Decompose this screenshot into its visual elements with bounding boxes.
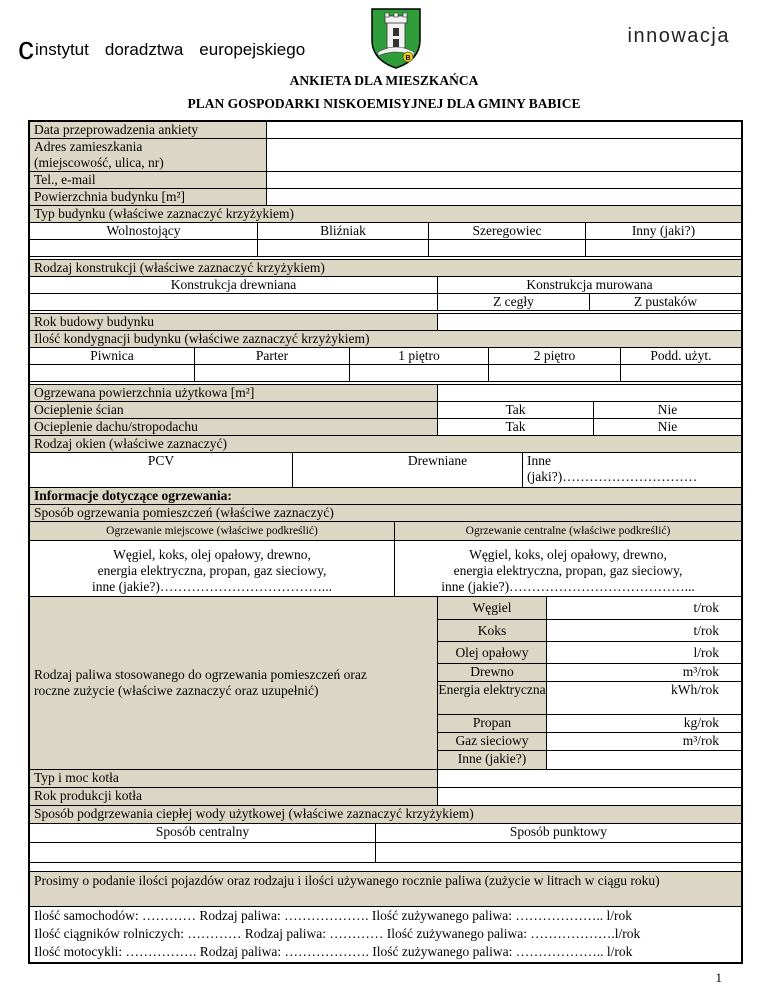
date-field[interactable] [266,121,742,139]
heating-local-label: Ogrzewanie miejscowe (właściwe podkreślić) [29,521,395,541]
heating-central-label: Ogrzewanie centralne (właściwe podkreślić) [394,521,742,541]
survey-subtitle: PLAN GOSPODARKI NISKOEMISYJNEJ DLA GMINY BABICE [187,96,581,111]
logo-ide [18,26,321,66]
storey-basement: Piwnica [29,347,195,365]
building-type-label: Typ budynku (właściwe zaznaczyć krzyżykiem) [29,205,742,223]
storeys-label: Ilość kondygnacji budynku (właściwe zaznaczyć krzyżykiem) [29,330,742,348]
logo-word-1: instytut [35,40,89,59]
area-field[interactable] [266,188,742,206]
building-type-detached-box[interactable] [29,239,258,257]
storey-attic: Podd. użyt. [620,347,742,365]
address-label [29,138,267,172]
heating-local-fuels[interactable] [29,540,395,597]
building-type-semi-box[interactable] [257,239,429,257]
fuel-amount-field[interactable]: t/rok [546,619,742,642]
windows-other[interactable] [522,452,742,488]
windows-other-line1: Inne [527,453,551,468]
heating-section-title: Informacje dotyczące ogrzewania: [29,487,742,505]
vehicles-motorcycles-line[interactable]: Ilość motocykli: ……………. Rodzaj paliwa: ………………. Ilość zużywanego paliwa: ……………….. l/rok [34,944,633,959]
hot-water-point-box[interactable] [375,842,742,863]
wall-insulation-yes[interactable]: Tak [437,401,594,419]
construction-masonry: Konstrukcja murowana [437,276,742,294]
construction-blocks: Z pustaków [589,293,742,311]
fuel-amount-field[interactable]: m³/rok [546,663,742,682]
build-year-label: Rok budowy budynku [29,313,438,331]
fuel-name: Koks [437,619,547,642]
address-field[interactable] [266,138,742,172]
windows-pcv[interactable]: PCV [29,452,293,488]
wall-insulation-label: Ocieplenie ścian [29,401,438,419]
vehicles-intro: Prosimy o podanie ilości pojazdów oraz rodzaju i ilości używanego rocznie paliwa (zużycie w litrach w ciągu roku) [29,871,742,907]
hot-water-central: Sposób centralny [29,823,376,843]
page-number: 1 [715,970,722,985]
vehicles-cars-line[interactable]: Ilość samochodów: ………… Rodzaj paliwa: ………………. Ilość zużywanego paliwa: ……………….. l/rok [34,908,633,923]
fuel-name: Propan [437,714,547,733]
area-label: Powierzchnia budynku [m²] [29,188,267,206]
fuel-name: Energia elektryczna [437,681,547,715]
storey-first-box[interactable] [349,364,489,382]
survey-form [28,120,743,964]
building-type-other: Inny (jaki?) [585,222,742,240]
windows-label: Rodzaj okien (właściwe zaznaczyć) [29,435,742,453]
build-year-field[interactable] [437,313,742,331]
building-type-semi: Bliźniak [257,222,429,240]
storey-attic-box[interactable] [620,364,742,382]
construction-brick: Z cegły [437,293,590,311]
central-fuels-line1: Węgiel, koks, olej opałowy, drewno, [469,547,667,562]
wall-insulation-no[interactable]: Nie [593,401,742,419]
roof-insulation-yes[interactable]: Tak [437,418,594,436]
windows-wood[interactable]: Drewniane [292,452,523,488]
roof-insulation-no[interactable]: Nie [593,418,742,436]
fuel-amount-field[interactable]: kg/rok [546,714,742,733]
fuel-name: Gaz sieciowy [437,732,547,751]
heated-area-label: Ogrzewana powierzchnia użytkowa [m²] [29,384,438,402]
boiler-year-field[interactable] [437,787,742,806]
fuel-amount-field[interactable]: kWh/rok [546,681,742,715]
central-fuels-line2: energia elektryczna, propan, gaz sieciowy, [453,563,683,578]
building-type-other-box[interactable] [585,239,742,257]
fuel-name: Inne (jakie?) [437,750,547,770]
svg-text:B: B [405,55,411,62]
construction-label: Rodzaj konstrukcji (właściwe zaznaczyć krzyżykiem) [29,259,742,277]
storey-first: 1 piętro [349,347,489,365]
storey-second: 2 piętro [488,347,621,365]
hot-water-label: Sposób podgrzewania ciepłej wody użytkowej (właściwe zaznaczyć krzyżykiem) [29,805,742,824]
logo-word-3: europejskiego [199,40,306,59]
fuel-name: Drewno [437,663,547,682]
construction-wood-box[interactable] [29,293,438,311]
fuel-amount-field[interactable] [546,750,742,770]
babice-crest-icon [368,6,424,70]
construction-wood: Konstrukcja drewniana [29,276,438,294]
date-label: Data przeprowadzenia ankiety [29,121,267,139]
heating-central-fuels[interactable] [394,540,742,597]
fuel-amount-field[interactable]: m³/rok [546,732,742,751]
storey-ground: Parter [194,347,350,365]
boiler-type-label: Typ i moc kotła [29,769,438,788]
building-type-detached: Wolnostojący [29,222,258,240]
phone-field[interactable] [266,171,742,189]
local-fuels-line3: inne (jakie?)………………………………... [92,579,332,594]
storey-basement-box[interactable] [29,364,195,382]
local-fuels-line1: Węgiel, koks, olej opałowy, drewno, [113,547,311,562]
heated-area-field[interactable] [437,384,742,402]
fuel-name: Węgiel [437,596,547,620]
vehicles-tractors-line[interactable]: Ilość ciągników rolniczych: ………… Rodzaj paliwa: ………… Ilość zużywanego paliwa: ……………….l/rok [34,926,641,941]
storey-ground-box[interactable] [194,364,350,382]
fuel-usage-label-line2: roczne zużycie (właściwe zaznaczyć oraz uzupełnić) [34,683,319,698]
boiler-year-label: Rok produkcji kotła [29,787,438,806]
central-fuels-line3: inne (jakie?)…………………………………... [441,579,695,594]
roof-insulation-label: Ocieplenie dachu/stropodachu [29,418,438,436]
windows-other-line2: (jaki?)………………………… [527,469,698,484]
hot-water-central-box[interactable] [29,842,376,863]
vehicles-block [29,906,742,963]
logo-word-2: doradztwa [104,40,184,59]
local-fuels-line2: energia elektryczna, propan, gaz sieciowy, [97,563,327,578]
fuel-usage-label-line1: Rodzaj paliwa stosowanego do ogrzewania pomieszczeń oraz [34,667,367,682]
storey-second-box[interactable] [488,364,621,382]
fuel-amount-field[interactable]: t/rok [546,596,742,620]
logo-innowacja: innowacja [627,25,730,47]
boiler-type-field[interactable] [437,769,742,788]
fuel-usage-label [29,596,438,770]
heating-method-label: Sposób ogrzewania pomieszczeń (właściwe zaznaczyć) [29,504,742,522]
building-type-terrace: Szeregowiec [428,222,586,240]
logo-mark-icon: c [18,30,34,66]
fuel-amount-field[interactable]: l/rok [546,641,742,664]
phone-label: Tel., e-mail [29,171,267,189]
building-type-terrace-box[interactable] [428,239,586,257]
survey-title: ANKIETA DLA MIESZKAŃCA [289,73,479,88]
hot-water-point: Sposób punktowy [375,823,742,843]
address-label-line1: Adres zamieszkania [34,139,143,154]
fuel-name: Olej opałowy [437,641,547,664]
address-label-line2: (miejscowość, ulica, nr) [34,155,164,170]
